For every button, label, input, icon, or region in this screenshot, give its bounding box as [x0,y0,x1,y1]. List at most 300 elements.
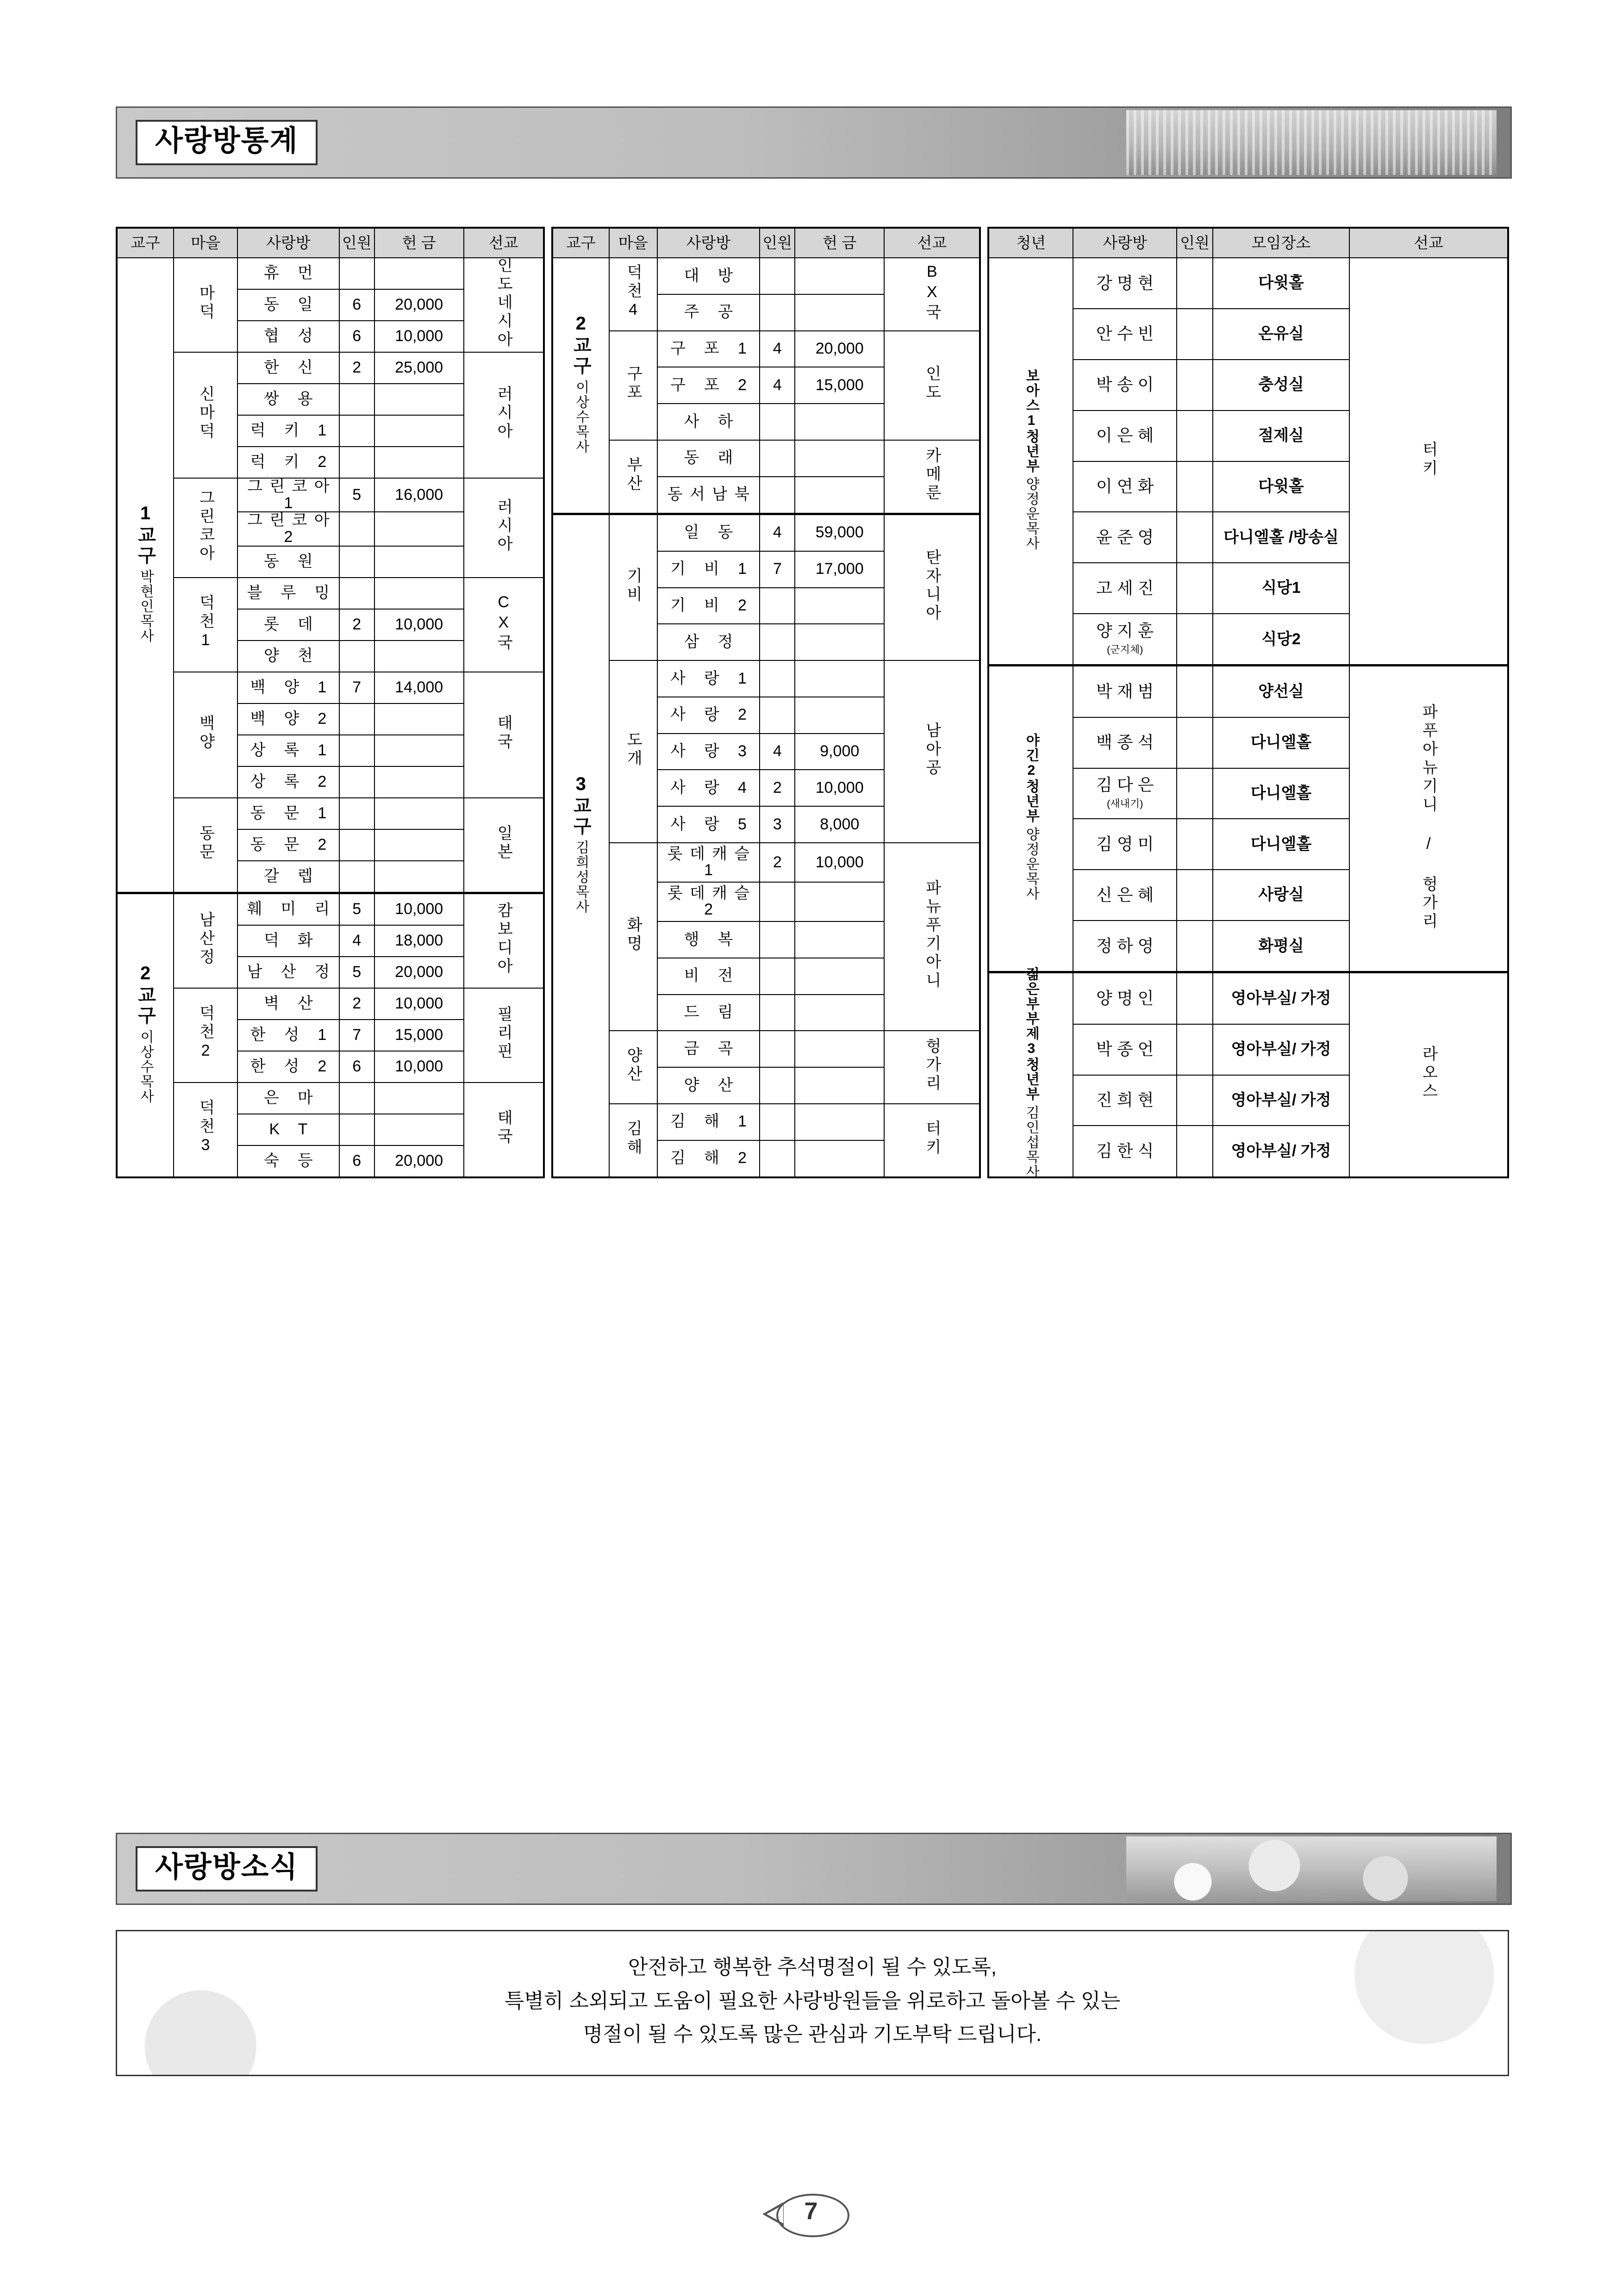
table-row [117,352,544,384]
cell-meeting-place: 절제실 [1213,411,1349,461]
cell-member-count: 2 [760,843,795,882]
cell-offering: 20,000 [374,1145,464,1177]
cell-offering: 15,000 [374,1020,464,1051]
cell-offering [374,641,464,672]
table-row [552,1104,980,1140]
cell-offering [795,624,884,660]
cell-member-count [760,660,795,697]
cell-sarangbang-name: 사 랑 5 [657,806,760,843]
cell-member-count [1177,1126,1213,1177]
cell-sarangbang-name: 롯 데 [237,609,339,641]
col-header-maul: 마을 [174,228,237,258]
col-header-sarangbang: 사랑방 [1073,228,1177,258]
cell-offering [795,697,884,734]
cell-member-count [339,415,374,447]
cell-member-count: 4 [339,925,374,957]
table-row [552,440,980,477]
cell-meeting-place: 다윗홀 [1213,258,1349,309]
cell-mission-field: 터키 [884,1104,980,1177]
notice-line-3: 명절이 될 수 있도록 많은 관심과 기도부탁 드립니다. [583,2023,1042,2046]
cell-sarangbang-name: 쌍 용 [237,384,339,415]
cell-member-count [1177,614,1213,666]
cell-mission-field: 헝가리 [884,1031,980,1104]
cell-village: 마덕 [174,258,237,352]
col-header-cheongnyeon: 청년 [988,228,1073,258]
table-row [117,672,544,703]
cell-member-count [339,861,374,893]
cell-village: 구포 [609,331,657,440]
cell-village: 동문 [174,798,237,893]
col-header-sarangbang: 사랑방 [237,228,339,258]
cell-offering [374,798,464,829]
cell-member-count [760,1140,795,1177]
cell-sarangbang-name: 상 록 1 [237,735,339,766]
cell-meeting-place: 다니엘홀 /방송실 [1213,512,1349,563]
cell-offering [795,958,884,995]
cell-leader-name: 진 희 현 [1073,1075,1177,1126]
cell-meeting-place: 식당1 [1213,563,1349,614]
cell-member-count [1177,819,1213,870]
cell-offering [795,921,884,958]
cell-sarangbang-name: 비 전 [657,958,760,995]
notice-line-2: 특별히 소외되고 도움이 필요한 사랑방원들을 위로하고 돌아볼 수 있는 [504,1989,1121,2012]
cell-village: 신마덕 [174,352,237,478]
cell-village: 덕천1 [174,578,237,672]
cell-member-count [760,921,795,958]
cell-member-count [760,1031,795,1067]
cell-member-count: 5 [339,893,374,925]
cell-offering: 10,000 [795,843,884,882]
cell-sarangbang-name: 대 방 [657,258,760,294]
page-number [0,2194,1622,2236]
cell-meeting-place: 온유실 [1213,309,1349,360]
stats-banner-title: 사랑방통계 [136,120,318,165]
cell-member-count [339,512,374,546]
cell-member-count [1177,768,1213,819]
table-row [117,478,544,512]
cell-member-count [760,958,795,995]
cell-leader-name: 고 세 진 [1073,563,1177,614]
cell-member-count [760,294,795,331]
col-header-inwon: 인원 [339,228,374,258]
cell-offering: 20,000 [374,289,464,321]
cell-meeting-place: 다니엘홀 [1213,819,1349,870]
cell-member-count [1177,512,1213,563]
cell-meeting-place: 다니엘홀 [1213,717,1349,768]
cell-member-count: 2 [339,609,374,641]
table-header-row [988,228,1508,258]
col-header-gyogu: 교구 [552,228,609,258]
table-row [552,843,980,882]
cell-sarangbang-name: 남 산 정 [237,957,339,988]
cell-sarangbang-name: 백 양 1 [237,672,339,703]
cell-member-count [339,735,374,766]
cell-sarangbang-name: 동 원 [237,546,339,578]
cell-member-count: 6 [339,1145,374,1177]
cell-member-count [339,641,374,672]
table-row [988,666,1508,717]
cell-meeting-place: 식당2 [1213,614,1349,666]
cell-offering: 20,000 [795,331,884,367]
cell-meeting-place: 영아부실/ 가정 [1213,972,1349,1024]
cell-member-count: 4 [760,734,795,770]
cell-offering [795,588,884,624]
cell-leader-name: 양 명 인 [1073,972,1177,1024]
col-header-seongyo: 선교 [1349,228,1508,258]
cell-mission-field: 인도네시아 [464,258,544,352]
cell-offering [374,766,464,798]
cell-mission-field: 캄보디아 [464,893,544,988]
cell-offering [795,294,884,331]
cell-member-count [1177,921,1213,972]
cell-sarangbang-name: 사 랑 2 [657,697,760,734]
cell-village: 도개 [609,660,657,843]
cell-leader-name: 백 종 석 [1073,717,1177,768]
cell-offering [374,578,464,609]
cell-sarangbang-name: 롯데캐슬1 [657,843,760,882]
table-row [117,258,544,289]
cell-sarangbang-name: 드 림 [657,995,760,1031]
cell-offering [795,1104,884,1140]
cell-member-count [339,578,374,609]
cell-member-count [339,766,374,798]
cell-sarangbang-name: 숙 등 [237,1145,339,1177]
cell-meeting-place: 영아부실/ 가정 [1213,1024,1349,1075]
cell-member-count [1177,870,1213,921]
cell-village: 덕천3 [174,1083,237,1177]
cell-offering: 10,000 [374,1051,464,1083]
cell-sarangbang-name: 기 비 1 [657,551,760,588]
cell-village: 양산 [609,1031,657,1104]
table-row [117,988,544,1020]
cell-mission-field: 라오스 [1349,972,1508,1177]
fish-icon [762,2194,860,2234]
cell-sarangbang-name: 김 해 2 [657,1140,760,1177]
cell-sarangbang-name: 한 성 2 [237,1051,339,1083]
cell-sarangbang-name: 구 포 1 [657,331,760,367]
cell-sarangbang-name: 한 성 1 [237,1020,339,1051]
col-header-sarangbang: 사랑방 [657,228,760,258]
cell-sarangbang-name: 그린코아1 [237,478,339,512]
cell-member-count: 4 [760,367,795,404]
cell-member-count: 3 [760,806,795,843]
cell-sarangbang-name: 김 해 1 [657,1104,760,1140]
cell-offering: 16,000 [374,478,464,512]
col-header-heongeum: 헌 금 [795,228,884,258]
col-header-heongeum: 헌 금 [374,228,464,258]
cell-member-count [339,546,374,578]
cell-offering: 17,000 [795,551,884,588]
cell-meeting-place: 영아부실/ 가정 [1213,1126,1349,1177]
cell-offering: 10,000 [374,893,464,925]
cell-leader-name: 양 지 훈 (군지체) [1073,614,1177,666]
cell-member-count [760,404,795,440]
cell-offering [795,404,884,440]
cell-sarangbang-name: K T [237,1114,339,1145]
cell-sarangbang-name: 사 랑 1 [657,660,760,697]
cell-member-count: 5 [339,478,374,512]
cell-offering: 15,000 [795,367,884,404]
cell-member-count [339,447,374,478]
cell-sarangbang-name: 동 래 [657,440,760,477]
cell-meeting-place: 화평실 [1213,921,1349,972]
cell-offering [795,882,884,921]
cell-offering: 10,000 [795,770,884,806]
table-row [552,1031,980,1067]
statistics-tables [116,227,1509,1178]
cell-member-count: 7 [339,1020,374,1051]
stats-banner [116,106,1512,179]
cell-sarangbang-name: 은 마 [237,1083,339,1114]
cell-sarangbang-name: 럭 키 2 [237,447,339,478]
table-district-2-3 [551,227,981,1178]
cell-sarangbang-name: 벽 산 [237,988,339,1020]
cell-member-count [760,440,795,477]
col-header-inwon: 인원 [1177,228,1213,258]
news-notice-box [116,1930,1509,2076]
cell-sarangbang-name: 사 하 [657,404,760,440]
cell-sarangbang-name: 덕 화 [237,925,339,957]
cell-offering [374,1083,464,1114]
cell-member-count [760,477,795,514]
cell-sarangbang-name: 양 산 [657,1067,760,1104]
news-banner-title: 사랑방소식 [136,1846,318,1892]
cell-mission-field: 일본 [464,798,544,893]
cell-sarangbang-name: 훼 미 리 [237,893,339,925]
cell-offering [795,1067,884,1104]
cell-offering [795,477,884,514]
cell-sarangbang-name: 한 신 [237,352,339,384]
cell-member-count [339,798,374,829]
table-row [117,798,544,829]
cell-member-count [1177,666,1213,717]
cell-leader-name: 강 명 현 [1073,258,1177,309]
news-banner [116,1833,1512,1905]
col-header-inwon: 인원 [760,228,795,258]
cell-sarangbang-name: 백 양 2 [237,703,339,735]
cell-meeting-place: 양선실 [1213,666,1349,717]
cell-mission-field: 탄자니아 [884,514,980,660]
cell-member-count [339,829,374,861]
cell-leader-name: 박 종 언 [1073,1024,1177,1075]
cell-offering: 10,000 [374,988,464,1020]
cell-youth-department: 젊은부부제3청년부 김인섭목사 [988,972,1073,1177]
cell-member-count [339,1114,374,1145]
cell-mission-field: BX국 [884,258,980,331]
cell-offering [795,1140,884,1177]
cell-offering [795,660,884,697]
cell-offering [795,258,884,294]
cell-offering [374,861,464,893]
cell-member-count [1177,360,1213,411]
cell-sarangbang-name: 행 복 [657,921,760,958]
col-header-moim: 모임장소 [1213,228,1349,258]
cell-offering: 8,000 [795,806,884,843]
cell-member-count [339,703,374,735]
table-youth-departments [987,227,1509,1178]
col-header-seongyo: 선교 [464,228,544,258]
cell-sarangbang-name: 동 문 1 [237,798,339,829]
table-row [117,578,544,609]
notice-line-1: 안전하고 행복한 추석명절이 될 수 있도록, [628,1956,997,1979]
cell-offering: 18,000 [374,925,464,957]
cell-village: 기비 [609,514,657,660]
cell-sarangbang-name: 일 동 [657,514,760,551]
cell-leader-name: 이 은 혜 [1073,411,1177,461]
cell-member-count: 6 [339,289,374,321]
cell-member-count: 2 [339,352,374,384]
cell-leader-name: 안 수 빈 [1073,309,1177,360]
cell-offering: 9,000 [795,734,884,770]
cell-leader-name: 정 하 영 [1073,921,1177,972]
cityscape-decoration-icon [1126,110,1497,175]
cell-village: 그린코아 [174,478,237,578]
cell-offering: 10,000 [374,321,464,352]
table-row [117,893,544,925]
cell-leader-name: 박 재 범 [1073,666,1177,717]
cell-member-count [760,882,795,921]
cell-member-count [1177,1075,1213,1126]
cell-sarangbang-name: 주 공 [657,294,760,331]
cell-district: 2교구 이상수목사 [552,258,609,514]
cell-member-count: 7 [339,672,374,703]
table-row [552,660,980,697]
cell-sarangbang-name: 동 일 [237,289,339,321]
col-header-maul: 마을 [609,228,657,258]
cell-member-count: 2 [760,770,795,806]
cell-sarangbang-name: 동서남북 [657,477,760,514]
cell-offering [374,512,464,546]
col-header-seongyo: 선교 [884,228,980,258]
cell-mission-field: 파푸아뉴기니 / 헝가리 [1349,666,1508,972]
cell-offering [795,1031,884,1067]
cell-meeting-place: 충성실 [1213,360,1349,411]
cell-member-count [339,384,374,415]
cell-sarangbang-name: 롯데캐슬2 [657,882,760,921]
cell-mission-field: 파뉴푸기아니 [884,843,980,1031]
cell-member-count [760,624,795,660]
cell-mission-field: 러시아 [464,478,544,578]
cell-member-count [760,697,795,734]
cell-offering [374,735,464,766]
table-header-row [117,228,544,258]
cell-member-count: 5 [339,957,374,988]
cell-member-count: 6 [339,321,374,352]
cell-member-count [339,1083,374,1114]
cell-leader-name: 김 영 미 [1073,819,1177,870]
cell-sarangbang-name: 양 천 [237,641,339,672]
cell-offering: 10,000 [374,609,464,641]
table-row [988,258,1508,309]
cell-village: 덕천4 [609,258,657,331]
cell-mission-field: 카메룬 [884,440,980,514]
cell-member-count [760,995,795,1031]
cell-district: 3교구 김희성목사 [552,514,609,1177]
cell-offering [374,384,464,415]
cell-district: 2교구 이상수목사 [117,893,174,1177]
table-district-1-2 [116,227,545,1178]
cell-mission-field: 터키 [1349,258,1508,666]
table-row [552,514,980,551]
cell-member-count: 7 [760,551,795,588]
cell-offering [374,546,464,578]
cell-village: 남산정 [174,893,237,988]
table-row [552,331,980,367]
cell-offering: 25,000 [374,352,464,384]
cell-member-count [1177,258,1213,309]
cell-village: 화명 [609,843,657,1031]
cell-sarangbang-name: 구 포 2 [657,367,760,404]
cell-sarangbang-name: 삼 정 [657,624,760,660]
cell-sarangbang-name: 협 성 [237,321,339,352]
cell-member-count [760,588,795,624]
cell-member-count: 6 [339,1051,374,1083]
cell-sarangbang-name: 기 비 2 [657,588,760,624]
cell-sarangbang-name: 사 랑 4 [657,770,760,806]
cell-sarangbang-name: 갈 렙 [237,861,339,893]
table-row [988,972,1508,1024]
cell-offering [374,258,464,289]
cell-leader-name: 신 은 혜 [1073,870,1177,921]
cell-sarangbang-name: 사 랑 3 [657,734,760,770]
cell-meeting-place: 사랑실 [1213,870,1349,921]
cell-sarangbang-name: 금 곡 [657,1031,760,1067]
cell-member-count [760,1067,795,1104]
cell-leader-name: 김 한 식 [1073,1126,1177,1177]
cell-offering: 20,000 [374,957,464,988]
cell-member-count [1177,563,1213,614]
cell-offering: 14,000 [374,672,464,703]
cell-mission-field: 인도 [884,331,980,440]
cell-mission-field: CX국 [464,578,544,672]
cell-member-count [1177,972,1213,1024]
cell-village: 백양 [174,672,237,798]
table-row [117,1083,544,1114]
page-number-value: 7 [804,2198,818,2225]
cell-mission-field: 태국 [464,672,544,798]
cell-leader-name: 이 연 화 [1073,461,1177,512]
cell-mission-field: 러시아 [464,352,544,478]
cell-mission-field: 남아공 [884,660,980,843]
cell-village: 덕천2 [174,988,237,1083]
table-header-row [552,228,980,258]
flower-decoration-icon [1126,1836,1497,1901]
cell-offering [795,995,884,1031]
cell-district: 1교구 박현인목사 [117,258,174,893]
cell-sarangbang-name: 블 루 밍 [237,578,339,609]
cell-offering: 59,000 [795,514,884,551]
cell-sarangbang-name: 동 문 2 [237,829,339,861]
cell-leader-name: 김 다 은 (새내기) [1073,768,1177,819]
cell-meeting-place: 다윗홀 [1213,461,1349,512]
cell-member-count [1177,717,1213,768]
cell-youth-department: 보아스1청년부 양정운목사 [988,258,1073,666]
cell-member-count: 4 [760,331,795,367]
cell-meeting-place: 영아부실/ 가정 [1213,1075,1349,1126]
cell-sarangbang-name: 휴 먼 [237,258,339,289]
cell-village: 부산 [609,440,657,514]
cell-offering [374,703,464,735]
cell-leader-name: 윤 준 영 [1073,512,1177,563]
cell-member-count [760,258,795,294]
cell-youth-department: 야긴2청년부 양정운목사 [988,666,1073,972]
cell-sarangbang-name: 그린코아2 [237,512,339,546]
cell-mission-field: 태국 [464,1083,544,1177]
cell-member-count: 4 [760,514,795,551]
cell-offering [374,829,464,861]
cell-member-count [1177,461,1213,512]
cell-member-count: 2 [339,988,374,1020]
